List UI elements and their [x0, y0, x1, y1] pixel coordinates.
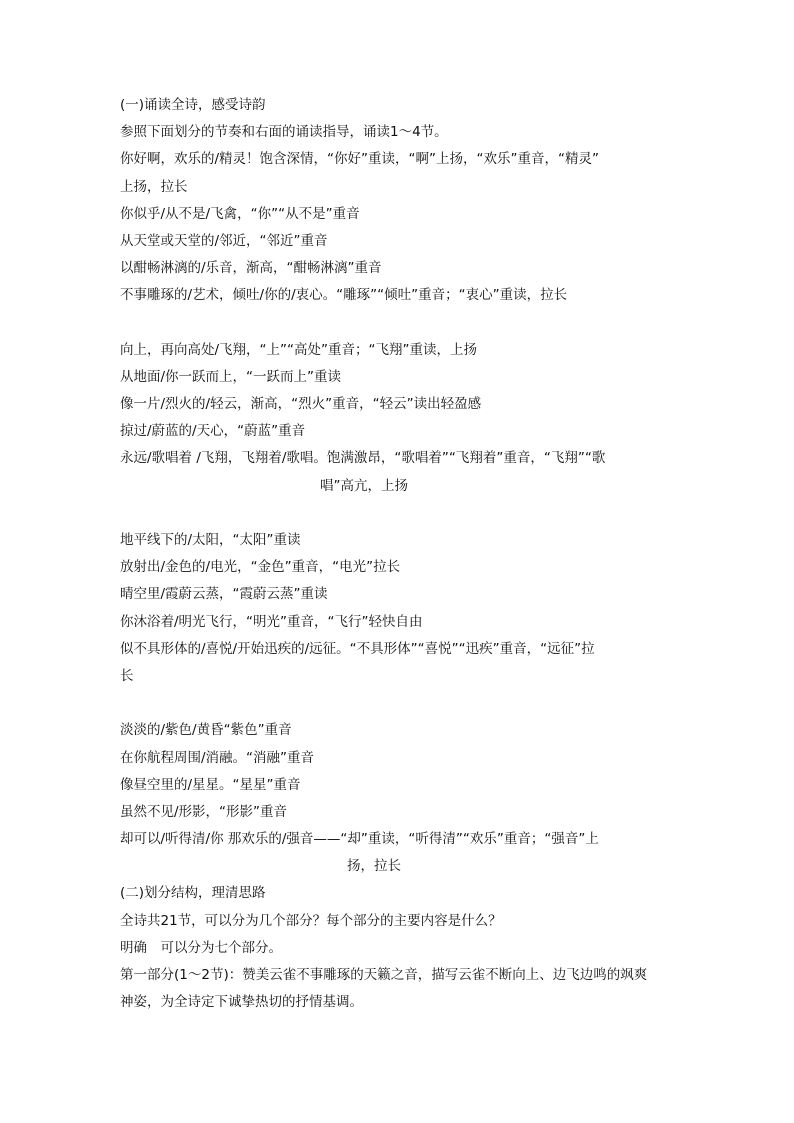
- poem-line: 像昼空里的/星星。“星星”重音: [120, 776, 301, 793]
- poem-line: 晴空里/霞蔚云蒸，“霞蔚云蒸”重读: [120, 586, 328, 603]
- section-heading: (二)划分结构，理清思路: [120, 885, 266, 902]
- poem-line-continuation: 扬，拉长: [347, 858, 401, 875]
- poem-line: 上扬，拉长: [120, 178, 188, 195]
- poem-line: 地平线下的/太阳，“太阳”重读: [120, 532, 301, 548]
- poem-line: 不事雕琢的/艺术，倾吐/你的/衷心。“雕琢”“倾吐”重音；“衷心”重读，拉长: [120, 287, 568, 304]
- poem-line: 你好啊，欢乐的/精灵！饱含深情，“你好”重读，“啊”上扬，“欢乐”重音，“精灵”: [120, 151, 599, 168]
- document-page: [120, 92, 680, 1016]
- poem-line: 永远/歌唱着 /飞翔，飞翔着/歌唱。饱满激昂，“歌唱着”“飞翔着”重音，“飞翔”“歌: [120, 450, 606, 467]
- intro-text: 参照下面划分的节奏和右面的诵读指导，诵读1～4节。: [120, 124, 448, 141]
- blank-line: [120, 310, 680, 337]
- poem-line: 却可以/听得清/你 那欢乐的/强音——“却”重读，“听得清”“欢乐”重音；“强音”上: [120, 831, 599, 848]
- poem-line: 从地面/你一跃而上，“一跃而上”重读: [120, 368, 342, 385]
- poem-line: 你沐浴着/明光飞行，“明光”重音，“飞行”轻快自由: [120, 613, 423, 630]
- poem-line: 似不具形体的/喜悦/开始迅疾的/远征。“不具形体”“喜悦”“迅疾”重音，“远征”拉: [120, 640, 595, 657]
- blank-line: [120, 690, 680, 717]
- poem-line: 向上，再向高处/飞翔，“上”“高处”重音；“飞翔”重读，上扬: [120, 341, 478, 358]
- question-text: 全诗共21节，可以分为几个部分？每个部分的主要内容是什么？: [120, 912, 502, 929]
- poem-line: 像一片/烈火的/轻云，渐高，“烈火”重音，“轻云”读出轻盈感: [120, 396, 482, 413]
- poem-line: 放射出/金色的/电光，“金色”重音，“电光”拉长: [120, 559, 401, 576]
- poem-line: 虽然不见/形影，“形影”重音: [120, 803, 288, 820]
- answer-text: 明确 可以分为七个部分。: [120, 939, 282, 956]
- poem-line: 淡淡的/紫色/黄昏“紫色”重音: [120, 722, 292, 739]
- poem-line: 你似乎/从不是/飞禽，“你”“从不是”重音: [120, 205, 360, 222]
- part-description: 第一部分(1～2节)：赞美云雀不事雕琢的天籁之音，描写云雀不断向上、边飞边鸣的飒爽: [120, 967, 648, 983]
- poem-line: 在你航程周围/消融。“消融”重音: [120, 749, 315, 766]
- blank-line: [120, 500, 680, 527]
- poem-line: 从天堂或天堂的/邻近，“邻近”重音: [120, 232, 328, 249]
- poem-line: 掠过/蔚蓝的/天心，“蔚蓝”重音: [120, 423, 306, 440]
- part-description: 神姿，为全诗定下诚挚热切的抒情基调。: [120, 994, 363, 1011]
- poem-line-continuation: 唱”高亢，上扬: [320, 477, 408, 494]
- poem-line: 以酣畅淋漓的/乐音，渐高，“酣畅淋漓”重音: [120, 260, 382, 277]
- section-heading: (一)诵读全诗，感受诗韵: [120, 97, 266, 113]
- poem-line: 长: [120, 667, 134, 684]
